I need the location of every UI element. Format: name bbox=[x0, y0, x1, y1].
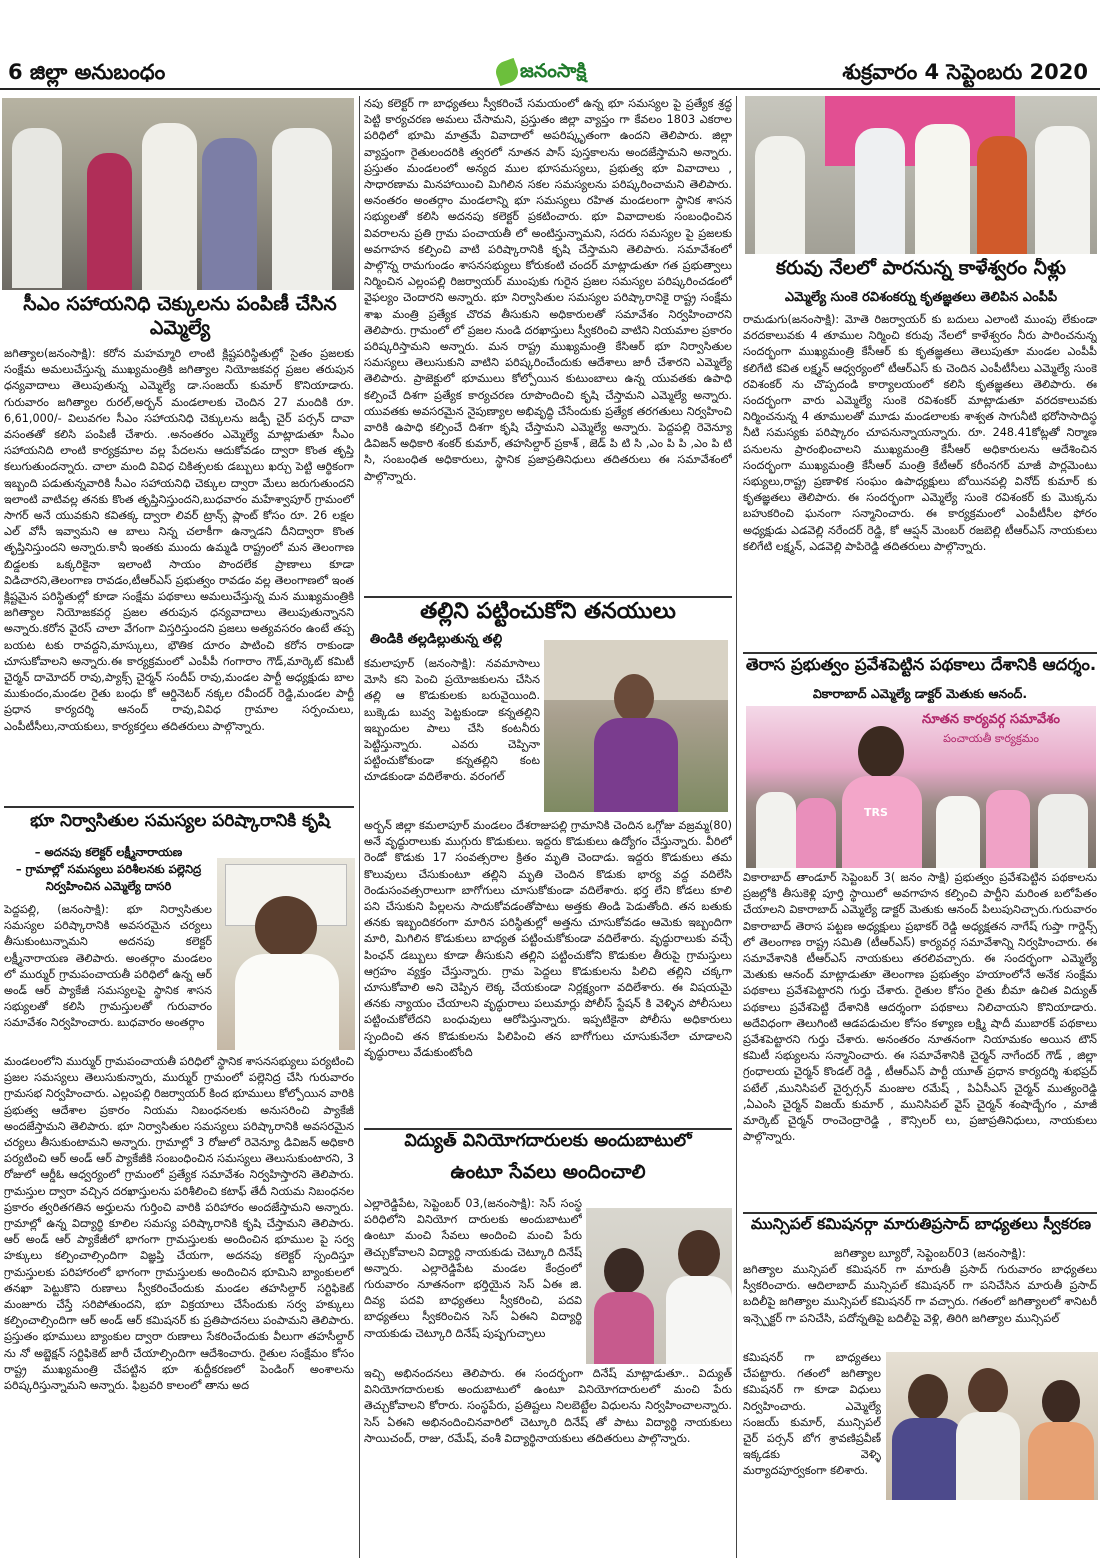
subhead-kaleshwaram: ఎమ్మెల్యే సుంకె రవిశంకర్ను కృతజ్ఞతలు తెలిపిన ఎంపీపీ bbox=[784, 290, 1058, 305]
article-land-displaced-body: మండలంలోని ముర్ముర్ గ్రామపంచాయతీ పరిధిలో స్థానిక శాసనసభ్యులు పర్యటించి ప్రజల సమస్యలు తెలుసుకున్నారు, ముర్ముర్ గ్రామంలో పల్లెనిద్ర చేసి గురువారం గ్రామసభ నిర్వహించారు. ఎల్లంపల్లి రిజర్వాయర్ కింద భూములు కోల్పోయిన వారికి ప్రభుత్వ ఆదేశాల ప్రకారం నియమ నిబంధనలకు అనుసరించి ప్యాకేజీ అందజేస్తామని తెలిపారు. భూ నిర్వాసితుల సమస్యలు పరిష్కారానికి అవసరమైన చర్యలు తీసుకుంటామని అన్నారు. గ్రామాల్లో 3 రోజులో రెవెన్యూ డివిజన్ అధికారి పర్యటించి ఆర్ అండ్ ఆర్ ప్యాకేజీకి సంబంధించిన సమస్యలు తెలుసుకుంటారని, 3 రోజులో ఆర్డీఓ ఆధ్వర్యంలో గ్రామంలో ప్రత్యేక సమావేశం నిర్వహిస్తారని తెలిపారు. గ్రామస్తుల ద్వారా వచ్చిన దరఖాస్తులను పరిశీలించి కటాఫ్ తేదీ నియమ నిబంధనల ప్రకారం త్వరితగతిన అర్హులను గుర్తించి వారికి పరిహారం అందజేస్తామని అన్నారు. గ్రామాల్లో ఉన్న విద్యార్థి కూలిల సమస్య పరిష్కారానికి కృషి చేస్తామని తెలిపారు. ఆర్ అండ్ ఆర్ ప్యాకేజీలో భాగంగా గ్రామస్తులకు అందించిన భూముల పై సర్వ హక్కులు కల్పించాల్సిందిగా విజ్ఞప్తి చేయగా, అదనపు కలెక్టర్ స్పందిస్తూ గ్రామస్తులకు పరిహారంలో భాగంగా గ్రామస్తులకు అందించిన భూమిని బ్యాంకులలో తనఖా పెట్టుకొని రుణాలు స్వీకరించేందుకు మండల తహసిల్దార్ సర్టిఫికెట్ మంజూరు చేస్తే సరిపోతుందని, భూ విక్రయాలు చేసేందుకు సర్వ హక్కులు కల్పించాల్సిందిగా ఆర్ అండ్ ఆర్ కమిషనర్ కు ప్రతిపాదనలు పంపామని తెలిపారు. ప్రస్తుతం భూములు బ్యాంకుల ద్వారా రుణాలు సేకరించేందుకు వీలుగా తహసీల్దార్ ను నో అబ్జెక్షన్ సర్టిఫికెట్ జారీ చేయాల్సిందిగా ఆదేశించారు. రైతుల సంక్షేమం కోసం రాష్ట్ర ముఖ్యమంత్రి చేపట్టిన భూ శుద్దీకరణలో పెండింగ్ అంశాలను పరిష్కరిస్తున్నామని అన్నారు. ఫిబ్రవరి కాలంలో తాను అద bbox=[4, 1055, 354, 1393]
logo-text: జనంసాక్షి bbox=[520, 60, 587, 82]
subhead-line: – అదనపు కలెక్టర్ లక్ష్మీనారాయణ bbox=[34, 845, 183, 859]
article-electricity-body: ఇచ్చి అభినందనలు తెలిపారు. ఈ సందర్భంగా దినేష్ మాట్లాడుతూ.. విద్యుత్ వినియోగదారులకు అందుబాటులో ఉంటూ వినియోగదారులలో మంచి పేరు తెచ్చుకోవాలని కోరారు. సంస్థపేరు, ప్రతిష్టలు నిలబెట్టేల విధులను నిర్వహించాలన్నారు. సెస్ ఏఈని అభినందించినవారిలో చెట్కూరి దినేష్ తో పాటు విద్యార్థి నాయకులు సాయిచంద్, రాజు, రమేష్, వంశీ విద్యార్థినాయకులు తదితరులు పాల్గొన్నారు. bbox=[364, 1367, 732, 1445]
article-kaleshwaram: రామడుగు(జనంసాక్షి): మోతె రిజర్వాయర్ కు బదులు ఎలాంటి ముంపు లేకుండా వరదకాలువకు 4 తూముల నిర్మించి కరువు నేలలో కాళేశ్వరం నీరు పారించనున్న సందర్భంగా ముఖ్యమంత్రి కేసీఆర్ కు కృతజ్ఞతలు తెలుపుతూ మండల ఎంపీపీ కలిగేటి కవిత లక్ష్మన్ ఆధ్వర్యంలో టీఆర్ఎస్ కు చెందిన ఎంపీటీసీలు ఎమ్మెల్యే సుంకె రవిశంకర్ ను చొప్పదండి కార్యాలయంలో కలిసి కృతజ్ఞతలు తెలిపారు. ఈ సందర్భంగా వారు ఎమ్మెల్యే సుంకె రవిశంకర్ మాట్లాడుతూ వరదకాలువకు నిర్మించనున్న 4 తూములతో మూడు మండలాలకు శాశ్వత సాగునీటి భరోసాసాదిస్థ నీటి సమస్యకు పరిష్కారం చూపనున్నాయన్నారు. రూ. 248.41కోట్లతో నిర్మాణ పనులను ప్రారంభించాలని ముఖ్యమంత్రి కేసీఆర్ అధికారులను ఆదేశించిన సందర్భంగా ముఖ్యమంత్రి కేసీఆర్ మంత్రి కేటీఆర్ కరీంనగర్ మాజీ పార్లమెంటు సభ్యులు,రాష్ట్ర ప్రణాళిక సంఘం ఉపాధ్యక్షులు బోయినపల్లి వినోద్ కుమార్ కు కృతజ్ఞతలు తెలిపారు. ఈ సందర్భంగా ఎమ్మెల్యే సుంకె రవిశంకర్ కు మొక్కను బహుకరించి ఘనంగా సన్మానించారు. ఈ కార్యక్రమంలో ఎంపీటీసీల ఫోరం అధ్యక్షుడు ఎడవెల్లి నరేందర్ రెడ్డి, కో ఆప్షన్ మెంబర్ రజబెల్లి టీఆర్ఎస్ నాయకులు కలిగేటి లక్ష్మన్, ఎడవెల్లి పాపిరెడ్డి తదితరులు పాల్గొన్నారు. bbox=[743, 313, 1097, 553]
photo-trs-meeting bbox=[746, 706, 1096, 868]
page-label: 6 జిల్లా అనుబంధం bbox=[8, 60, 166, 84]
article-neglected-mother-lead: కమలాపూర్ (జనంసాక్షి): నవమాసాలు మోసి కని పెంచి ప్రయోజకులను చేసిన తల్లి ఆ కొడుకులకు బరువైయింది. బుక్కెడు బువ్వ పెట్టకుండా కన్నతల్లిని ఇబ్బందుల పాలు చేసి కంటనీరు పెట్టిస్తున్నారు. ఎవరు చెప్పినా పట్టించుకోకుండా కన్నతల్లిని కంట చూడకుండా వదిలేశారు. వరంగల్ bbox=[364, 657, 540, 784]
photo-kaleshwaram bbox=[745, 96, 1097, 254]
article-land-displaced-lead: పెద్దపల్లి, (జనంసాక్షి): భూ నిర్వాసితుల సమస్యల పరిష్కారానికి అవసరమైన చర్యలు తీసుకుంటున్నామని అదనపు కలెక్టర్ లక్ష్మీనారాయణ తెలిపారు. అంతర్గాం మండలం లో ముర్ముర్ గ్రామపంచాయతీ పరిధిలో ఉన్న ఆర్ అండ్ ఆర్ ప్యాకేజీ సమస్యలపై స్థానిక శాసన సభ్యులతో కలిసి గ్రామస్తులతో గురువారం సమావేశం నిర్వహించారు. బుధవారం అంతర్గాం bbox=[4, 903, 212, 1030]
dateline-municipal-commissioner: జగిత్యాల బ్యూరో, సెప్టెంబర్03 (జనంసాక్షి): bbox=[834, 1246, 1026, 1260]
headline-municipal-commissioner: మున్సిపల్ కమిషనర్గా మారుతిప్రసాద్ బాధ్యతలు స్వీకరణ bbox=[750, 1216, 1092, 1233]
photo-elderly-woman bbox=[544, 640, 728, 812]
column-divider bbox=[359, 96, 360, 1558]
leaf-icon bbox=[493, 58, 521, 86]
photo-additional-collector bbox=[217, 858, 355, 1050]
headline-trs-schemes: తెరాస ప్రభుత్వం ప్రవేశపెట్టిన పథకాలు దేశానికి ఆదర్శం. bbox=[745, 656, 1097, 674]
photo-cess-ae bbox=[586, 1208, 732, 1364]
headline-land-displaced: భూ నిర్వాసితుల సమస్యల పరిష్కారానికి కృషి bbox=[30, 812, 330, 831]
subhead-land-displaced bbox=[6, 844, 211, 895]
trs-tag: TRS bbox=[864, 806, 888, 819]
article-cm-relief: జగిత్యాల(జనంసాక్షి): కరోన మహమ్మారి లాంటి క్లిష్టపరిస్థితుల్లో సైతం ప్రజలకు సంక్షేమ అమలుచేస్తున్న ముఖ్యమంత్రికి జగిత్యాల నియోజకవర్గ ప్రజల తరుపున ధన్యవాదాలు తెలుపుతున్న ఎమ్మెల్యే డా.సంజయ్ కుమార్ కొనియాడారు. గురువారం జగిత్యాల రురల్,అర్బన్ మండలాలకు చెందిన 27 మందికి రూ. 6,61,000/- విలువగల సీఎం సహాయనిధి చెక్కులను జడ్పీ చైర్ పర్సన్ దావా వసంతతో కలిసి పంపిణీ చేశారు. .అనంతరం ఎమ్మెల్యే మాట్లాడుతూ సీఎం సహాయనిది లాంటి కార్యక్రమాల వల్ల పేదలను ఆదుకోవడం ద్వారా కొంత తృప్తి కలుగుతుందన్నారు. చాలా మంది వివిధ చికిత్సలకు డబ్బులు ఖర్చు పెట్టి ఆర్థికంగా ఇబ్బంది పడుతున్నవారికి సీఎం సహాయనిధి చెక్కుల ద్వారా మేలు జరుగుతుందని ఇలాంటి వాటివల్ల తనకు కొంత తృప్తినిస్తుందని,బుధవారం మహేశ్వాపూర్ గ్రామంలో సాగర్ అనే యువకుని కవితక్క ద్వారా లివర్ ట్రాన్స్ ప్లాంట్ కోసం రూ. 26 లక్షల ఎల్ వోసీ ఇవ్వామని ఆ బాలు నిన్న చలాకీగా ఉన్నాడని దీనిద్వారా కొంత తృప్తినిస్తుందని అన్నారు.కానీ ఇంతకు ముందు ఉమ్మడి రాష్ట్రంలో మన తెలంగాణ బిడ్డలకు ఒక్కరికైనా ఇలాంటి సాయం పొందలేక ప్రాణాలు కూడా విడిచారని,తెలంగాణ రావడం,టీఆర్ఎస్ ప్రభుత్వం రావడం వల్ల తెలంగాణలో ఇంత క్లిష్టమైన పరిస్థితుల్లో కూడా సంక్షేమ పథకాలు అమలుచేస్తున్న మన ముఖ్యమంత్రికి జగిత్యాల నియోజకవర్గ ప్రజల తరుపున ధన్యవాదాలు తెలుపుతున్నానని అన్నారు.కరోన వైరస్ చాలా వేగంగా విస్తరిస్తుందని ప్రజలు అత్యవసరం ఉంటే తప్ప బయట టకు రావద్దని,మాస్కులు, భౌతిక దూరం పాటించి కరోన రాకుండా చూసుకోవాలని అన్నారు.ఈ కార్యక్రమంలో ఎంపీపీ గంగారాం గౌడ్,మార్కెట్ కమిటీ చైర్మన్ దామోదర్ రావు,ప్యాక్స్ చైర్మన్ సందీప్ రావు,మండల పార్టీ అధ్యక్షుడు బాల ముకుందం,మండల రైతు బంధు కో ఆర్డినెటర్ నక్కల రవీందర్ రెడ్డి,మండల పార్టీ ప్రధాన కార్యదర్శి ఆనంద్ రావు,వివిధ గ్రామాల సర్పంచులు, ఎంపీటీసీలు,నాయకులు, కార్యకర్తలు తదితరులు పాల్గొన్నారు. bbox=[4, 347, 354, 733]
banner-subtext: పంచాయతీ కార్యక్రమం bbox=[943, 732, 1039, 745]
story-divider bbox=[743, 652, 1097, 654]
article-municipal-lead: జగిత్యాల మున్సిపల్ కమిషనర్ గా మారుతీ ప్రసాద్ గురువారం బాధ్యతలు స్వీకరించారు. ఆదిలాబాద్ మున్సిపల్ కమిషనర్ గా పనిచేసిన మారుతీ ప్రసాద్ బదిలీపై జగిత్యాల మున్సిపల్ కమిషనర్ గా వచ్చారు. గతంలో జగిత్యాలలో శానిటరీ ఇన్స్పెక్టర్ గా పనిచేసి, పదోన్నతిపై బదిలీపై వెళ్లి, తిరిగి జగిత్యాల మున్సిపల్ bbox=[743, 1263, 1097, 1325]
headline-kaleshwaram: కరువు నేలలో పారనున్న కాళేశ్వరం నీళ్లు bbox=[776, 258, 1066, 279]
newspaper-logo bbox=[492, 58, 612, 88]
photo-municipal-commissioner bbox=[886, 1352, 1098, 1500]
article-land-displaced-cont: నపు కలెక్టర్ గా బాధ్యతలు స్వీకరించే సమయంలో ఉన్న భూ సమస్యల పై ప్రత్యేక శ్రద్ధ పెట్టి కార్యచరణ అమలు చేసామని, ప్రస్తుతం జిల్లా వ్యాప్తం గా కేవలం 1803 ఎకరాల పరిధిలో భూమి మాత్రమే వివాదాలో అపరిష్కృతంగా ఉందని తెలిపారు. జిల్లా వ్యాప్తంగా రైతులందరికి త్వరలో నూతన పాస్ పుస్తకాలను అందజేస్తామని అన్నారు. ప్రస్తుతం మండలంలో అన్యద ముల భూసమస్యలు, ప్రభుత్వ భూ వివాదాలు , సాధారణామ మినహాయించి మిగిలిన సకల సమస్యలను పరిష్కరించామని తెలిపారు. అనంతరం అంతర్గాం మండలాన్ని భూ సమస్యలు రహిత మండలంగా స్థానిక శాసన సభ్యులతో కలిసి అదనపు కలెక్టర్ ప్రకటించారు. భూ వివాదాలకు సంబంధించిన వివరాలను ప్రతి గ్రామ పంచాయతీ లో అంటిస్తున్నామని, సదరు సమస్యల పై ప్రజలకు అవగాహన కల్పించి వాటి పరిష్కారానికి కృషి చేస్తామని తెలిపారు. సమావేశంలో పాల్గొన్న రామగుండం శాసనసభ్యులు కోరుకంటి చందర్ మాట్లాడుతూ గత ప్రభుత్వాలు నిర్మించిన ఎల్లంపల్లి రిజర్వాయర్ ముంపుకు గురైన ప్రజల సమస్యల పరిష్కరించడంలో వైఫల్యం చెందారని అన్నారు. భూ నిర్వాసితుల సమస్యల పరిష్కారానికై రాష్ట్ర సంక్షేమ శాఖ మంత్రి ప్రత్యేక చొరవ తీసుకుని అధికారులతో సమావేశం నిర్వహించారని తెలిపారు. గ్రామంలో లో ప్రజల నుండి దరఖాస్తులు స్వీకరించి వాటిని నియమాల ప్రకారం పరిష్కరిస్తామని అన్నారు. మన రాష్ట్ర ముఖ్యమంత్రి కేసిఆర్ భూ నిర్వాసితుల సమస్యలు తెలుసుకుని వాటిని పరిష్కరించేందుకు ఆదేశాలు జారీ చేశారని ఎమ్మెల్యే తెలిపారు. ప్రాజెక్టులో భూములు కోల్పోయిన కుటుంబాలు ఉన్న యువతకు ఉపాధి కల్పించే దిశగా ప్రత్యేక కార్యచరణ రూపొందించి కృషి చేస్తామని ఎమ్మెల్యే అన్నారు. యువతకు అవసరమైన నైపుణ్యాల అభివృద్ధి చేసేందుకు ప్రత్యేక తరగతులు నిర్వహించి వారికి ఉపాధి కల్పించే దిశగా కృషి చేస్తామని ఎమ్మెల్యే అన్నారు. పెద్దపల్లి రెవెన్యూ డివిజన్ అధికారి శంకర్ కుమార్, తహసిల్దార్ ప్రకాశ్ , జెడ్ పి టి సి ,ఎం పి పి ,ఎం పి టి సి, సంబంధిత అధికారులు, స్థానిక ప్రజాప్రతినిధులు తదితరులు ఈ సమావేశంలో పాల్గొన్నారు. bbox=[364, 97, 732, 483]
article-municipal-body: కమిషనర్ గా బాధ్యతలు చేపట్టారు. గతంలో జగిత్యాల కమిషనర్ గా కూడా విధులు నిర్వహించారు. ఎమ్మెల్యే సంజయ్ కుమార్, మున్సిపల్ చైర్ పర్సన్ బోగ శ్రావణిప్రవీణ్ ఇక్కడకు వెళ్ళి మర్యాదపూర్వకంగా కలిశారు. bbox=[743, 1351, 881, 1478]
subhead-line: నిర్వహించిన ఎమ్మెల్యే దాసరి bbox=[45, 879, 172, 893]
story-divider bbox=[4, 806, 354, 808]
article-neglected-mother-body: అర్బన్ జిల్లా కమలాపూర్ మండలం దేశరాజుపల్లి గ్రామానికి చెందిన ఒగ్గోజు వజ్రమ్మ(80) అనే వృద్ధురాలుకు ముగ్గురు కొడుకులు. ఇద్దరు కొడుకులు ఉద్యోగం చేస్తున్నారు. వీరిలో రెండో కొడుకు 17 సంవత్సరాల క్రితం మృతి చెందాడు. ఇద్దరు కొడుకులు తమ కొలువులు చేసుకుంటూ తల్లిని మృతి చెందిన కొడుకు భార్య వద్ద వదిలేసి రెండుసంవత్సరాలుగా బాగోగులు చూసుకోకుండా వదిలేశారు. భర్త లేని కోడలు కూలి పని చేసుకుని పిల్లలను సాదుకోవడంతోపాటు అత్తకు తిండి పెడుతోంది. తన బతుకు తనకు ఇబ్బందికరంగా మారిన పరిస్థితుల్లో అత్తను చూసుకోవడం ఆమెకు ఇబ్బందిగా మారి, మిగిలిన కొడుకులు బాధ్యత పట్టించుకోకుండా వదిలేశారు. వృద్ధురాలుకు వచ్చే పింఛన్ డబ్బులు కూడా తీసుకుని తల్లిని పట్టించుకోని కొడుకుల తీరుపై గ్రామస్తులు ఆగ్రహం వ్యక్తం చేస్తున్నారు. గ్రామ పెద్దలు కొడుకులను పిలిచి తల్లిని చక్కగా చూసుకోవాలి అని చెప్పిన లెక్క చేయకుండా నిర్లక్ష్యంగా వదిలేశారు. ఈ విషయమై తనకు న్యాయం చేయాలని వృద్ధురాలు పలుమార్లు పోలీస్ స్టేషన్ కి వెళ్ళిన పోలీసులు పట్టించుకోలేదని బంధువులు ఆరోపిస్తున్నారు. ఇప్పటికైనా పోలీసు అధికారులు స్పందించి తన కొడుకులను పిలిపించి తన బాగోగులు చూసుకునేలా చూడాలని వృద్ధురాలు వేడుకుంటోంది bbox=[364, 819, 732, 1059]
story-divider bbox=[364, 596, 732, 598]
subhead-trs-schemes: వికారాబాద్ ఎమ్మెల్యే డాక్టర్ మెతుకు ఆనంద్. bbox=[812, 686, 1028, 701]
headline-electricity-1: విద్యుత్ వినియోగదారులకు అందుబాటులో bbox=[404, 1132, 692, 1151]
photo-cm-relief-cheques bbox=[2, 98, 354, 290]
issue-date: శుక్రవారం 4 సెప్టెంబరు 2020 bbox=[842, 60, 1088, 84]
subhead-line: – గ్రామాల్లో సమస్యలు పరిశీలనకు పల్లెనిద్ర bbox=[15, 862, 202, 876]
column-divider bbox=[736, 96, 737, 1558]
article-electricity-lead: ఎల్లారెడ్డిపేట, సెప్టెంబర్ 03,(జనంసాక్షి): సెస్ సంస్థ పరిధిలోని వినియోగ దారులకు అందుబాటులో ఉంటూ మంచి సేవలు అందించి మంచి పేరు తెచ్చుకోవాలని విద్యార్థి నాయకుడు చెట్కూరి దినేష్ అన్నారు. ఎల్లారెడ్డిపేట మండల కేంద్రంలో గురువారం నూతనంగా భర్తియైన సెస్ ఏఈ జి. దివ్య పదవి బాధ్యతలు స్వీకరించి, పదవి బాధ్యతలు స్వీకరించిన సెస్ ఏఈని విద్యార్థి నాయకుడు చెట్కూరి దినేష్ పుష్పగుచ్ఛాలు bbox=[364, 1197, 582, 1340]
story-divider bbox=[743, 1212, 1097, 1214]
article-trs-schemes: వికారాబాద్ తాండూర్ సెప్టెంబర్ 3( జనం సాక్షి) ప్రభుత్వం ప్రవేశపెట్టిన పథకాలను ప్రజల్లోకి తీసుకెళ్లి పూర్తి స్థాయిలో అవగాహన కల్పించి పార్టీని మరింత బలోపేతం చేయాలని వికారాబాద్ ఎమ్మెల్యే డాక్టర్ మెతుకు ఆనంద్ పిలుపునిచ్చారు.గురువారం వికారాబాద్ తెరాస పట్టణ అధ్యక్షులు ప్రభాకర్ రెడ్డి అధ్యక్షతన నాగేష్ గుప్తా గార్డెన్స్ లో తెలంగాణ రాష్ట్ర సమితి (టీఆర్ఎస్) కార్యవర్గ సమావేశాన్ని నిర్వహించారు. ఈ సమావేశానికి టీఆర్ఎస్ నాయకులు తరలివచ్చారు. ఈ సందర్భంగా ఎమ్మెల్యే మెతుకు ఆనంద్ మాట్లాడుతూ తెలంగాణ ప్రభుత్వం హయాంలోనే అనేక సంక్షేమ పథకాలు ప్రవేశపెట్టారని గుర్తు చేశారు. రైతుల కోసం రైతు బీమా ఉచిత విద్యుత్ పథకాలు ప్రవేశపెట్టి దేశానికి ఆదర్శంగా పథకాలు నిలిచాయని కొనియాడారు. అదేవిధంగా తెలుగింటి ఆడపడుచుల కోసం కళ్యాణ లక్ష్మి షాదీ ముబారక్ పథకాలు ప్రవేశపెట్టారని గుర్తు చేశారు. అనంతరం నూతనంగా నియామకం అయిన టౌన్ కమిటీ సభ్యులను సన్మానించారు. ఈ సమావేశానికి చైర్మన్ నాగేందర్ గౌడ్ , జిల్లా గ్రంధాలయ చైర్మన్ కొండల్ రెడ్డి , టీఆర్ఎస్ పార్టీ యూత్ ప్రధాన కార్యదర్శి శుభప్రద్ పటేల్ ,మునిసిపల్ చైర్పర్సన్ మంజుల రమేష్ , పిఏసీఎస్ చైర్మన్ ముత్యంరెడ్డి ,ఏఎంసి చైర్మన్ విజయ్ కుమార్ , మునిసిపల్ వైస్ చైర్మన్ శంషాద్బేగం , మాజీ మార్కెట్ చైర్మన్ రాంచెంద్రారెడ్డి , కౌన్సిలర్ లు, ప్రజాప్రతినిధులు, నాయకులు పాల్గొన్నారు. bbox=[743, 871, 1097, 1144]
headline-electricity-2: ఉంటూ సేవలు అందించాలి bbox=[450, 1162, 646, 1183]
headline-cm-relief: సీఎం సహాయనిధి చెక్కులను పంపిణీ చేసిన ఎమ్మెల్యే bbox=[23, 293, 337, 339]
banner-text: నూతన కార్యవర్గ సమావేశం bbox=[921, 712, 1061, 727]
story-divider bbox=[364, 1128, 732, 1130]
subhead-neglected-mother: తిండికి తల్లడిల్లుతున్న తల్లి bbox=[370, 632, 503, 647]
headline-neglected-mother: తల్లిని పట్టించుకోని తనయులు bbox=[420, 600, 676, 624]
